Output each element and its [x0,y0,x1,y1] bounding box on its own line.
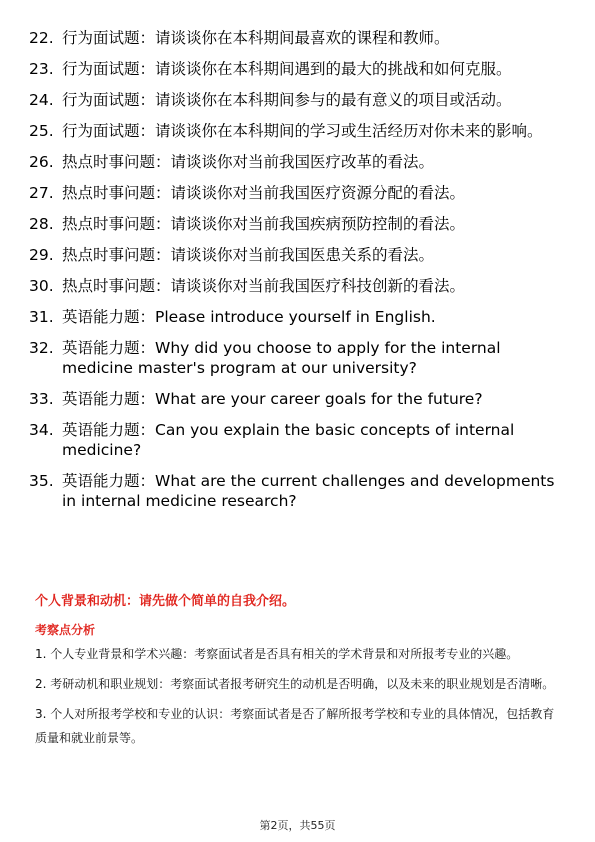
question-item [29,214,569,234]
question-number: 26. [29,153,54,171]
question-item [29,28,569,48]
question-item [29,471,569,511]
question-text: 行为面试题：请谈谈你在本科期间最喜欢的课程和教师。 [62,29,450,47]
question-number: 22. [29,29,54,47]
question-text: 热点时事问题：请谈谈你对当前我国医患关系的看法。 [62,246,435,264]
question-number: 29. [29,246,54,264]
question-number: 27. [29,184,54,202]
question-item [29,338,569,378]
question-item [29,59,569,79]
question-number: 30. [29,277,54,295]
question-text: 热点时事问题：请谈谈你对当前我国医疗改革的看法。 [62,153,435,171]
analysis-item: 2. 考研动机和职业规划：考察面试者报考研究生的动机是否明确，以及未来的职业规划是否清晰。 [35,677,555,691]
question-item [29,121,569,141]
question-number: 28. [29,215,54,233]
question-text: 热点时事问题：请谈谈你对当前我国医疗科技创新的看法。 [62,277,466,295]
question-number: 34. [29,421,54,439]
analysis-title: 考察点分析 [35,623,96,637]
question-number: 35. [29,472,54,490]
question-number: 24. [29,91,54,109]
question-number: 25. [29,122,54,140]
question-text: 热点时事问题：请谈谈你对当前我国医疗资源分配的看法。 [62,184,466,202]
question-text: 英语能力题：What are your career goals for the future? [62,390,483,408]
question-text: 英语能力题：Please introduce yourself in English. [62,308,436,326]
question-item [29,420,569,460]
question-item [29,389,569,409]
question-item [29,245,569,265]
question-number: 33. [29,390,54,408]
question-text: 英语能力题：Can you explain the basic concepts of internal medicine? [62,421,515,459]
analysis-item: 3. 个人对所报考学校和专业的认识：考察面试者是否了解所报考学校和专业的具体情况，包括教育质量和就业前景等。 [35,707,555,745]
question-text: 行为面试题：请谈谈你在本科期间参与的最有意义的项目或活动。 [62,91,512,109]
question-item [29,183,569,203]
question-item [29,307,569,327]
question-text: 英语能力题：Why did you choose to apply for the internal medicine master's program at our university? [62,339,501,377]
question-text: 行为面试题：请谈谈你在本科期间的学习或生活经历对你未来的影响。 [62,122,543,140]
question-item [29,152,569,172]
analysis-item: 1. 个人专业背景和学术兴趣：考察面试者是否具有相关的学术背景和对所报考专业的兴趣。 [35,647,519,661]
question-number: 31. [29,308,54,326]
question-number: 23. [29,60,54,78]
page-footer: 第2页，共55页 [259,819,336,832]
question-item [29,90,569,110]
question-text: 热点时事问题：请谈谈你对当前我国疾病预防控制的看法。 [62,215,466,233]
question-item [29,276,569,296]
question-number: 32. [29,339,54,357]
question-list [29,28,569,522]
section-title: 个人背景和动机：请先做个简单的自我介绍。 [35,594,296,609]
question-text: 英语能力题：What are the current challenges and developments in internal medicine research? [62,472,555,510]
analysis-list [35,642,565,756]
question-text: 行为面试题：请谈谈你在本科期间遇到的最大的挑战和如何克服。 [62,60,512,78]
